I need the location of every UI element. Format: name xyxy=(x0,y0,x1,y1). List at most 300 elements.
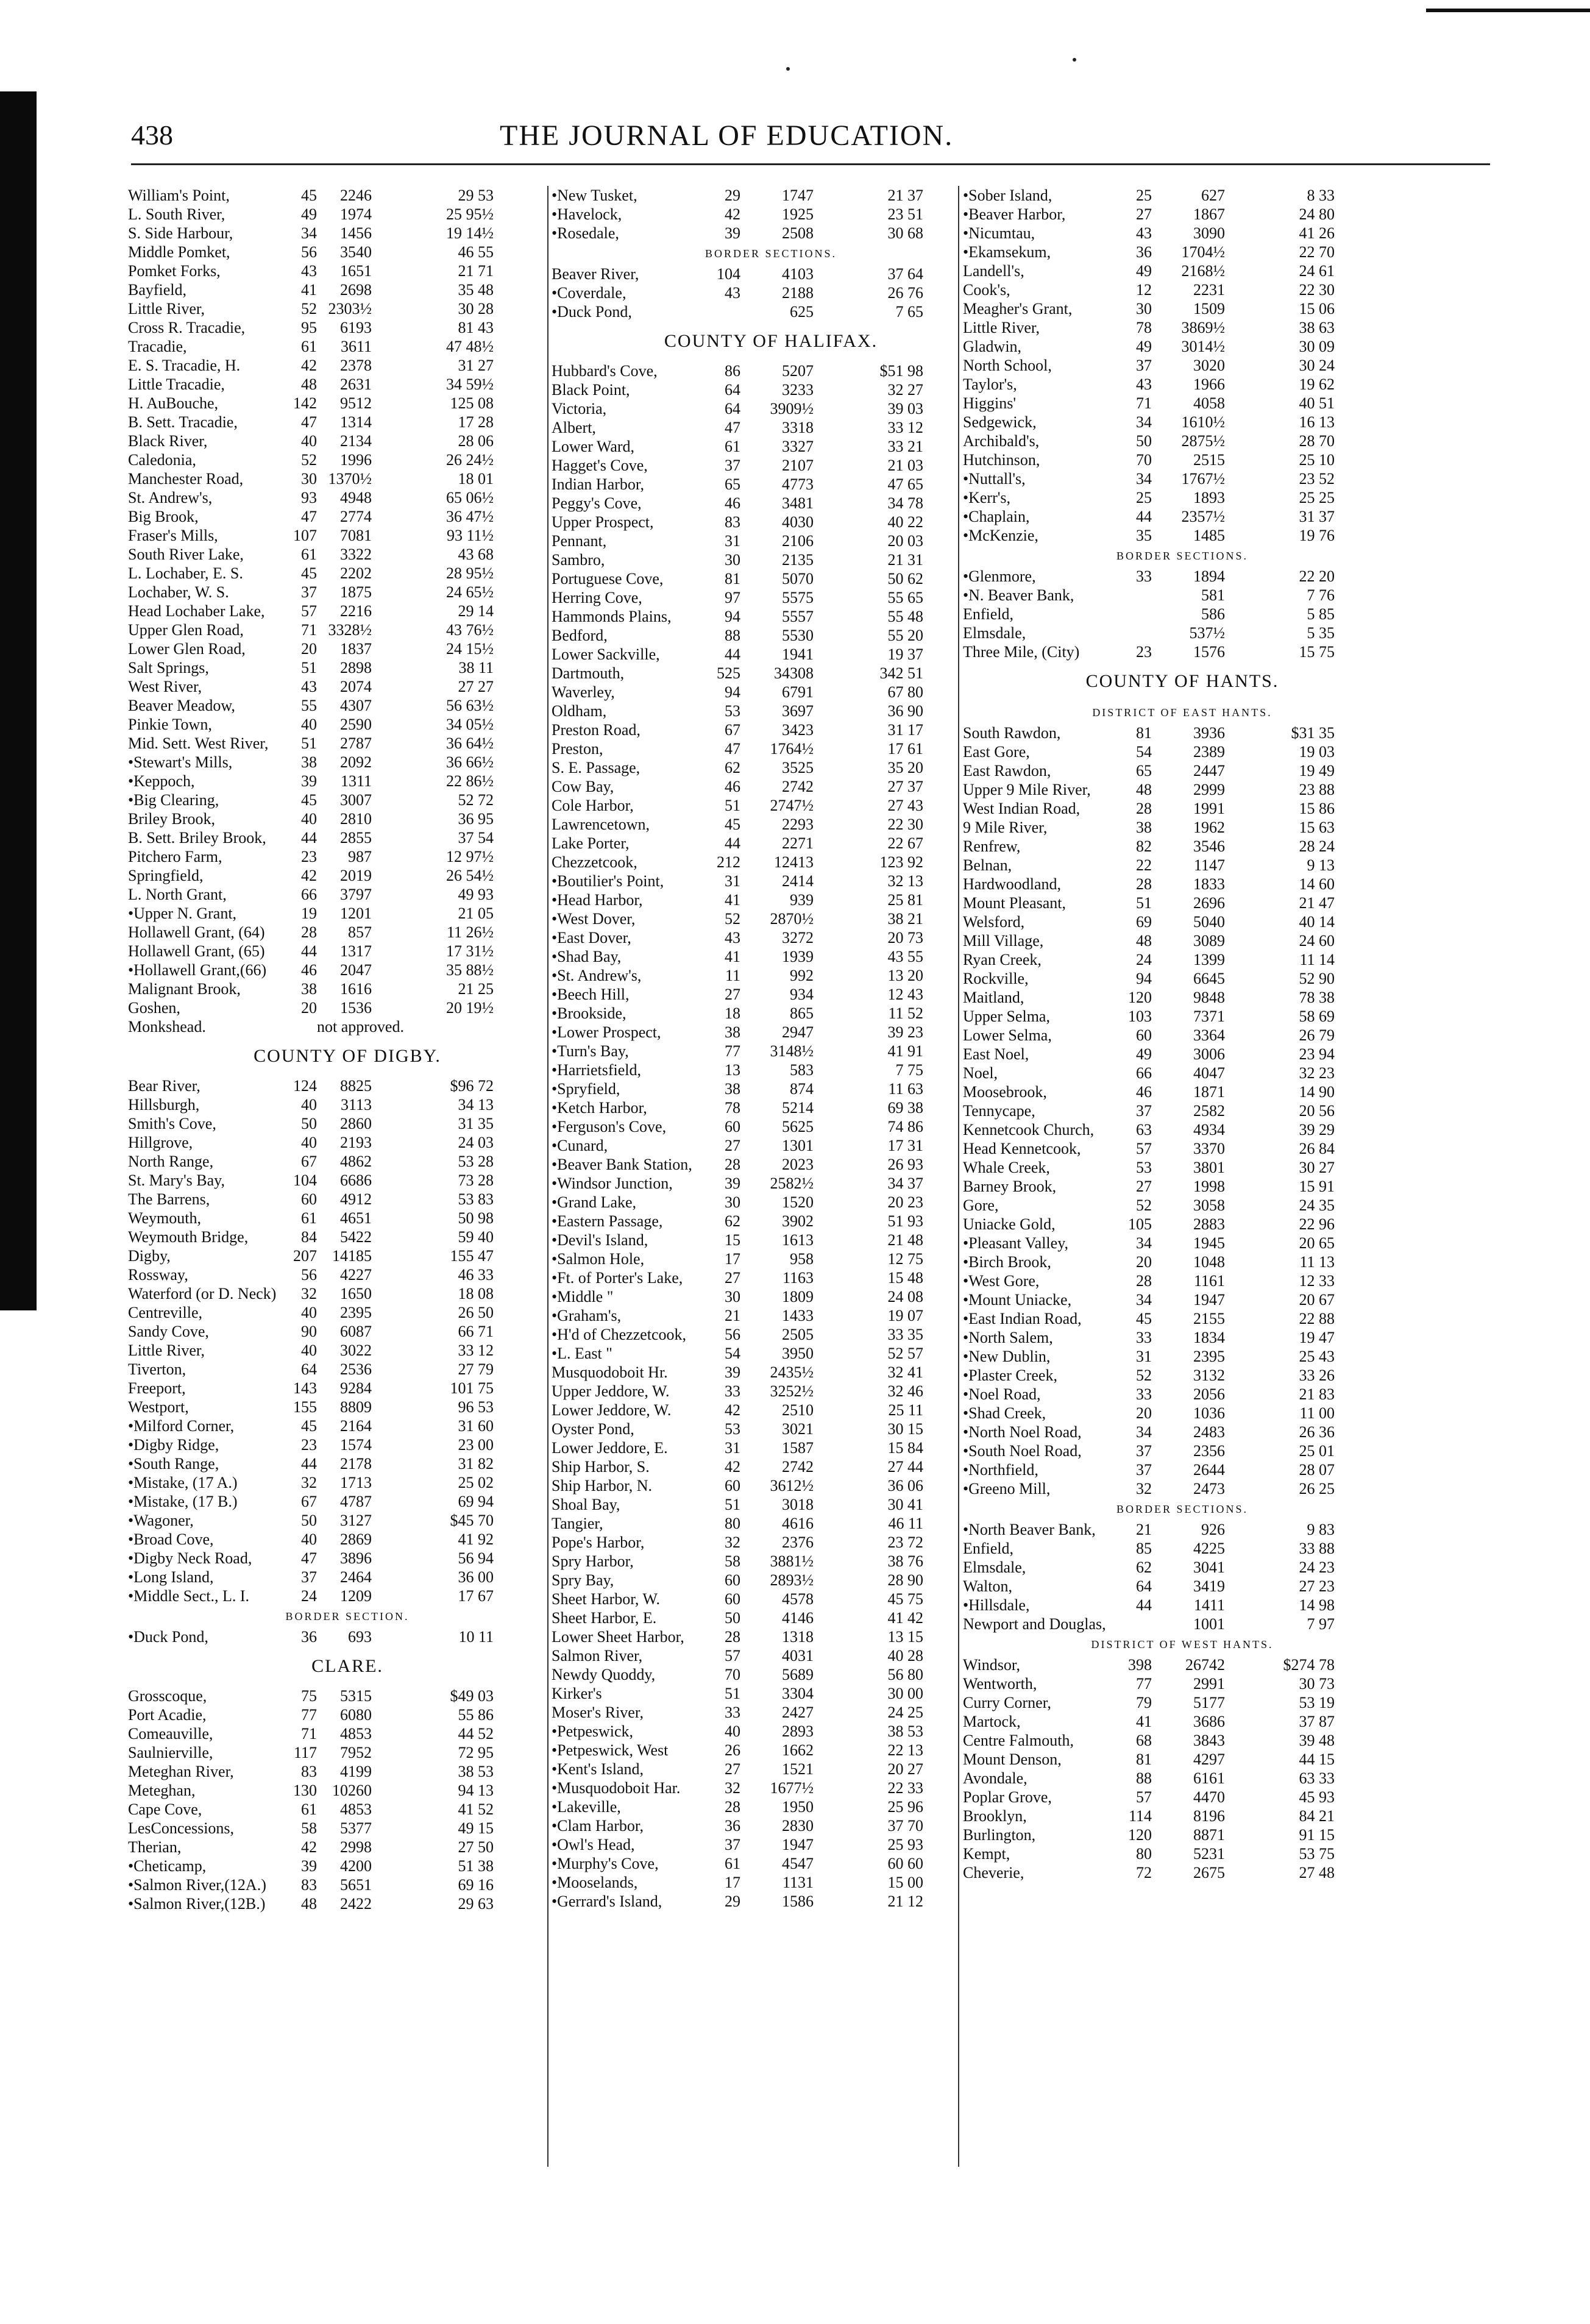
pupil-count: 29 xyxy=(725,1892,740,1910)
pupil-count: 84 xyxy=(301,1228,317,1246)
attendance-days: 2698 xyxy=(340,281,372,299)
section-name: Uniacke Gold, xyxy=(963,1215,1056,1233)
section-name: Hillsburgh, xyxy=(128,1096,200,1114)
grant-amount: 16 13 xyxy=(1299,413,1335,431)
attendance-days: 3797 xyxy=(340,886,372,903)
section-name: •Ekamsekum, xyxy=(963,243,1051,261)
pupil-count: 72 xyxy=(1136,1864,1152,1882)
grant-amount: 21 47 xyxy=(1299,894,1335,912)
pupil-count: 30 xyxy=(301,470,317,488)
pupil-count: 49 xyxy=(1136,338,1152,355)
attendance-days: 1945 xyxy=(1193,1234,1225,1252)
attendance-days: 2047 xyxy=(340,961,372,979)
sub-heading: BORDER SECTIONS. xyxy=(1116,1503,1249,1515)
grant-amount: 40 14 xyxy=(1299,913,1335,931)
table-row xyxy=(552,283,990,302)
table-row xyxy=(963,723,1402,742)
section-name: Sandy Cove, xyxy=(128,1323,209,1340)
section-name: Waterford (or D. Neck) xyxy=(128,1285,277,1302)
attendance-days: 2395 xyxy=(340,1304,372,1321)
table-row xyxy=(128,545,567,564)
section-name: Pomket Forks, xyxy=(128,262,221,280)
table-row xyxy=(552,1079,990,1098)
grant-amount: 30 28 xyxy=(458,300,494,318)
attendance-days: 2875½ xyxy=(1181,432,1225,450)
attendance-days: 2435½ xyxy=(770,1363,814,1381)
attendance-days: 3058 xyxy=(1193,1196,1225,1214)
table-row xyxy=(128,337,567,356)
grant-amount: 46 55 xyxy=(458,243,494,261)
table-row xyxy=(963,1539,1402,1558)
table-row xyxy=(552,928,990,947)
pupil-count: 33 xyxy=(1136,1385,1152,1403)
table-row xyxy=(963,1731,1402,1750)
attendance-days: 5177 xyxy=(1193,1694,1225,1711)
table-row xyxy=(128,847,567,866)
grant-amount: 11 00 xyxy=(1299,1404,1335,1422)
grant-amount: 56 94 xyxy=(458,1549,494,1567)
section-name: St. Andrew's, xyxy=(128,489,213,506)
attendance-days: 1485 xyxy=(1193,527,1225,544)
grant-amount: 28 90 xyxy=(887,1571,923,1589)
pupil-count: 52 xyxy=(725,910,740,928)
section-name: •Middle Sect., L. I. xyxy=(128,1587,250,1605)
table-row xyxy=(552,607,990,626)
section-name: Preston Road, xyxy=(552,721,641,739)
grant-amount: 18 08 xyxy=(458,1285,494,1302)
attendance-days: 7371 xyxy=(1193,1007,1225,1025)
attendance-days: 1809 xyxy=(782,1288,814,1306)
section-name: Newdy Quoddy, xyxy=(552,1666,656,1683)
grant-amount: 34 37 xyxy=(887,1174,923,1192)
grant-amount: 9 83 xyxy=(1307,1521,1335,1538)
section-name: •Gerrard's Island, xyxy=(552,1892,662,1910)
grant-amount: 7 97 xyxy=(1307,1615,1335,1633)
pupil-count: 69 xyxy=(1136,913,1152,931)
attendance-days: 1521 xyxy=(782,1760,814,1778)
pupil-count: 45 xyxy=(1136,1310,1152,1327)
pupil-count: 23 xyxy=(301,1436,317,1454)
table-row xyxy=(552,1344,990,1363)
attendance-days: 1650 xyxy=(340,1285,372,1302)
attendance-days: 4578 xyxy=(782,1590,814,1608)
pupil-count: 34 xyxy=(1136,1423,1152,1441)
table-row xyxy=(128,828,567,847)
section-name: Salmon River, xyxy=(552,1647,643,1665)
table-row xyxy=(963,837,1402,856)
grant-amount: 15 91 xyxy=(1299,1178,1335,1195)
table-row xyxy=(552,1835,990,1854)
attendance-days: 2582½ xyxy=(770,1174,814,1192)
attendance-days: 2893 xyxy=(782,1722,814,1740)
table-row xyxy=(963,742,1402,761)
grant-amount: 22 33 xyxy=(887,1779,923,1797)
section-name: Hardwoodland, xyxy=(963,875,1062,893)
section-name: Black Point, xyxy=(552,381,630,399)
attendance-days: 6087 xyxy=(340,1323,372,1340)
section-name: Hollawell Grant, (65) xyxy=(128,942,265,960)
table-row xyxy=(963,1253,1402,1271)
attendance-days: 5040 xyxy=(1193,913,1225,931)
table-row xyxy=(128,469,567,488)
table-row xyxy=(963,931,1402,950)
grant-amount: 26 24½ xyxy=(446,451,494,469)
section-name: Victoria, xyxy=(552,400,607,418)
attendance-days: 583 xyxy=(790,1061,814,1079)
section-name: Pinkie Town, xyxy=(128,716,212,733)
grant-amount: 14 98 xyxy=(1299,1596,1335,1614)
attendance-days: 3233 xyxy=(782,381,814,399)
table-row xyxy=(552,531,990,550)
attendance-days: 1036 xyxy=(1193,1404,1225,1422)
pupil-count: 61 xyxy=(301,1209,317,1227)
grant-amount: 5 35 xyxy=(1307,624,1335,642)
pupil-count: 44 xyxy=(725,645,740,663)
grant-amount: 27 79 xyxy=(458,1360,494,1378)
grant-amount: 21 25 xyxy=(458,980,494,998)
pupil-count: 46 xyxy=(301,961,317,979)
pupil-count: 66 xyxy=(1136,1064,1152,1082)
attendance-days: 8196 xyxy=(1193,1807,1225,1825)
attendance-days: 7952 xyxy=(340,1744,372,1761)
attendance-days: 2178 xyxy=(340,1455,372,1473)
attendance-days: 5557 xyxy=(782,608,814,625)
attendance-days: 2947 xyxy=(782,1023,814,1041)
attendance-days: 6686 xyxy=(340,1171,372,1189)
section-name: Bear River, xyxy=(128,1077,201,1095)
grant-amount: 36 06 xyxy=(887,1477,923,1494)
grant-amount: 32 27 xyxy=(887,381,923,399)
grant-amount: 34 59½ xyxy=(446,375,494,393)
section-name: Gore, xyxy=(963,1196,999,1214)
section-name: Landell's, xyxy=(963,262,1024,280)
grant-amount: 11 63 xyxy=(888,1080,923,1098)
grant-amount: 24 03 xyxy=(458,1134,494,1151)
grant-amount: 20 65 xyxy=(1299,1234,1335,1252)
pupil-count: 37 xyxy=(1136,1102,1152,1120)
attendance-days: 1317 xyxy=(340,942,372,960)
grant-amount: 53 19 xyxy=(1299,1694,1335,1711)
grant-amount: 24 35 xyxy=(1299,1196,1335,1214)
pupil-count: 114 xyxy=(1128,1807,1152,1825)
section-name: Cape Cove, xyxy=(128,1800,202,1818)
grant-amount: 125 08 xyxy=(450,394,494,412)
grant-amount: 22 86½ xyxy=(446,772,494,790)
pupil-count: 32 xyxy=(301,1474,317,1491)
grant-amount: 20 56 xyxy=(1299,1102,1335,1120)
grant-amount: 67 80 xyxy=(887,683,923,701)
grant-amount: 19 49 xyxy=(1299,762,1335,780)
table-row xyxy=(963,1423,1402,1441)
section-name: •Birch Brook, xyxy=(963,1253,1051,1271)
attendance-days: 1161 xyxy=(1193,1272,1225,1290)
pupil-count: 60 xyxy=(725,1571,740,1589)
attendance-days: 1894 xyxy=(1193,567,1225,585)
attendance-days: 2188 xyxy=(782,284,814,302)
attendance-days: 1966 xyxy=(1193,375,1225,393)
attendance-days: 4948 xyxy=(340,489,372,506)
grant-amount: 33 35 xyxy=(887,1326,923,1343)
grant-amount: 19 76 xyxy=(1299,527,1335,544)
section-name: Tangier, xyxy=(552,1515,603,1532)
section-name: •South Range, xyxy=(128,1455,219,1473)
attendance-days: 3318 xyxy=(782,419,814,436)
table-row xyxy=(552,909,990,928)
attendance-days: 2998 xyxy=(340,1838,372,1856)
attendance-days: 1456 xyxy=(340,224,372,242)
grant-amount: 30 41 xyxy=(887,1496,923,1513)
pupil-count: 53 xyxy=(725,1420,740,1438)
section-name: Gladwin, xyxy=(963,338,1022,355)
section-name: Meteghan River, xyxy=(128,1763,234,1780)
table-row xyxy=(128,1095,567,1114)
table-row xyxy=(963,567,1402,586)
table-row xyxy=(552,1703,990,1722)
grant-amount: 38 11 xyxy=(458,659,494,677)
table-row xyxy=(552,834,990,853)
grant-amount: 43 55 xyxy=(887,948,923,965)
section-name: L. South River, xyxy=(128,205,225,223)
attendance-days: 2303½ xyxy=(328,300,372,318)
table-row xyxy=(963,1441,1402,1460)
section-name: Mill Village, xyxy=(963,932,1044,950)
attendance-days: 1925 xyxy=(782,205,814,223)
grant-amount: 14 90 xyxy=(1299,1083,1335,1101)
section-name: Briley Brook, xyxy=(128,810,215,828)
table-row xyxy=(963,856,1402,875)
section-name: Upper Glen Road, xyxy=(128,621,244,639)
pupil-count: 56 xyxy=(725,1326,740,1343)
attendance-days: 934 xyxy=(790,986,814,1003)
table-row xyxy=(552,1495,990,1514)
table-row xyxy=(552,1438,990,1457)
grant-amount: 32 23 xyxy=(1299,1064,1335,1082)
section-name: L. Lochaber, E. S. xyxy=(128,564,243,582)
attendance-days: 8825 xyxy=(340,1077,372,1095)
grant-amount: 26 25 xyxy=(1299,1480,1335,1498)
section-name: Lochaber, W. S. xyxy=(128,583,229,601)
section-name: Weymouth, xyxy=(128,1209,201,1227)
attendance-days: 3686 xyxy=(1193,1713,1225,1730)
section-name: Albert, xyxy=(552,419,596,436)
table-row xyxy=(128,1341,567,1360)
section-name: •Boutilier's Point, xyxy=(552,872,664,890)
grant-amount: 55 48 xyxy=(887,608,923,625)
pupil-count: 20 xyxy=(301,999,317,1017)
pupil-count: 55 xyxy=(301,697,317,714)
table-row xyxy=(552,1627,990,1646)
section-name: Wentworth, xyxy=(963,1675,1037,1693)
grant-amount: 12 33 xyxy=(1299,1272,1335,1290)
pupil-count: 41 xyxy=(301,281,317,299)
binding-edge xyxy=(0,91,37,1310)
attendance-days: 625 xyxy=(790,303,814,321)
section-name: •Head Harbor, xyxy=(552,891,643,909)
attendance-days: 1767½ xyxy=(1181,470,1225,488)
table-row xyxy=(963,1007,1402,1026)
table-row xyxy=(128,564,567,583)
section-name: Walton, xyxy=(963,1577,1012,1595)
pupil-count: 27 xyxy=(1136,1178,1152,1195)
grant-amount: 22 70 xyxy=(1299,243,1335,261)
attendance-days: 958 xyxy=(790,1250,814,1268)
pupil-count: 42 xyxy=(725,1458,740,1476)
section-name: Sambro, xyxy=(552,551,605,569)
table-row xyxy=(128,1190,567,1209)
pupil-count: 81 xyxy=(1136,724,1152,742)
grant-amount: 27 23 xyxy=(1299,1577,1335,1595)
pupil-count: 62 xyxy=(725,759,740,776)
attendance-days: 1713 xyxy=(340,1474,372,1491)
section-name: Beaver Meadow, xyxy=(128,697,235,714)
table-row xyxy=(128,677,567,696)
attendance-days: 4146 xyxy=(782,1609,814,1627)
section-name: Welsford, xyxy=(963,913,1025,931)
grant-amount: 25 43 xyxy=(1299,1348,1335,1365)
section-name: Mount Denson, xyxy=(963,1750,1062,1768)
pupil-count: 37 xyxy=(1136,357,1152,374)
attendance-days: 2389 xyxy=(1193,743,1225,761)
attendance-days: 987 xyxy=(348,848,372,865)
grant-amount: 46 33 xyxy=(458,1266,494,1284)
section-name: Dartmouth, xyxy=(552,664,625,682)
attendance-days: 5214 xyxy=(782,1099,814,1117)
grant-amount: 12 97½ xyxy=(446,848,494,865)
table-row xyxy=(963,586,1402,605)
table-row xyxy=(128,1076,567,1095)
attendance-days: 1209 xyxy=(340,1587,372,1605)
pupil-count: 56 xyxy=(301,1266,317,1284)
pupil-count: 88 xyxy=(1136,1769,1152,1787)
table-row xyxy=(128,205,567,224)
section-name: West River, xyxy=(128,678,202,695)
table-row xyxy=(552,1552,990,1571)
grant-amount: 59 40 xyxy=(458,1228,494,1246)
attendance-days: 5530 xyxy=(782,627,814,644)
grant-amount: 24 60 xyxy=(1299,932,1335,950)
grant-amount: 41 52 xyxy=(458,1800,494,1818)
attendance-days: 4058 xyxy=(1193,394,1225,412)
section-name: Cheverie, xyxy=(963,1864,1024,1882)
attendance-days: 3611 xyxy=(340,338,372,355)
attendance-days: 2395 xyxy=(1193,1348,1225,1365)
table-row xyxy=(963,1347,1402,1366)
grant-amount: 26 36 xyxy=(1299,1423,1335,1441)
section-name: Little Tracadie, xyxy=(128,375,225,393)
attendance-days: 1131 xyxy=(782,1874,814,1891)
attendance-days: 2357½ xyxy=(1181,508,1225,525)
table-row xyxy=(963,1139,1402,1158)
grant-amount: 27 27 xyxy=(458,678,494,695)
table-row xyxy=(552,437,990,456)
section-name: •Graham's, xyxy=(552,1307,622,1324)
pupil-count: 51 xyxy=(1136,894,1152,912)
pupil-count: 53 xyxy=(1136,1159,1152,1176)
section-name: •Digby Ridge, xyxy=(128,1436,219,1454)
grant-amount: 43 76½ xyxy=(446,621,494,639)
section-name: Kirker's xyxy=(552,1685,602,1702)
pupil-count: 33 xyxy=(725,1382,740,1400)
pupil-count: 39 xyxy=(725,1174,740,1192)
table-row xyxy=(128,1360,567,1379)
pupil-count: 212 xyxy=(717,853,740,871)
pupil-count: 28 xyxy=(1136,875,1152,893)
table-row xyxy=(963,261,1402,280)
section-name: S. E. Passage, xyxy=(552,759,641,776)
pupil-count: 40 xyxy=(301,810,317,828)
section-name: Chezzetcook, xyxy=(552,853,637,871)
attendance-days: 4470 xyxy=(1193,1788,1225,1806)
grant-amount: 49 15 xyxy=(458,1819,494,1837)
grant-amount: 44 52 xyxy=(458,1725,494,1743)
attendance-days: 2508 xyxy=(782,224,814,242)
section-name: •Upper N. Grant, xyxy=(128,904,237,922)
grant-amount: 47 65 xyxy=(887,475,923,493)
grant-amount: 7 75 xyxy=(895,1061,923,1079)
table-row xyxy=(552,796,990,815)
grant-amount: 36 00 xyxy=(458,1568,494,1586)
table-row xyxy=(552,1514,990,1533)
grant-amount: 26 76 xyxy=(887,284,923,302)
table-row xyxy=(963,507,1402,526)
grant-amount: 19 62 xyxy=(1299,375,1335,393)
section-name: •Brookside, xyxy=(552,1004,626,1022)
attendance-days: 2464 xyxy=(340,1568,372,1586)
attendance-days: 3612½ xyxy=(770,1477,814,1494)
grant-amount: 28 07 xyxy=(1299,1461,1335,1479)
pupil-count: 70 xyxy=(725,1666,740,1683)
attendance-days: 2356 xyxy=(1193,1442,1225,1460)
grant-amount: 27 48 xyxy=(1299,1864,1335,1882)
attendance-days: 3936 xyxy=(1193,724,1225,742)
grant-amount: 29 63 xyxy=(458,1895,494,1913)
attendance-days: 3272 xyxy=(782,929,814,947)
section-name: Moser's River, xyxy=(552,1704,644,1721)
section-name: •Murphy's Cove, xyxy=(552,1855,659,1872)
section-name: •Beaver Harbor, xyxy=(963,205,1066,223)
section-name: Whale Creek, xyxy=(963,1159,1050,1176)
grant-amount: 96 53 xyxy=(458,1398,494,1416)
pupil-count: 65 xyxy=(725,475,740,493)
grant-amount: 17 61 xyxy=(887,740,923,758)
grant-amount: 11 13 xyxy=(1299,1253,1335,1271)
table-row xyxy=(128,394,567,413)
attendance-days: 857 xyxy=(348,923,372,941)
sub-heading: BORDER SECTION. xyxy=(285,1610,410,1622)
grant-amount: 22 13 xyxy=(887,1741,923,1759)
section-name: •Hillsdale, xyxy=(963,1596,1030,1614)
pupil-count: 67 xyxy=(725,721,740,739)
table-row xyxy=(552,1533,990,1552)
section-name: Head Kennetcook, xyxy=(963,1140,1081,1157)
attendance-days: 581 xyxy=(1201,586,1225,604)
pupil-count: 49 xyxy=(301,205,317,223)
grant-amount: 41 26 xyxy=(1299,224,1335,242)
table-row xyxy=(128,1511,567,1530)
table-row xyxy=(552,418,990,437)
table-row xyxy=(552,186,990,205)
attendance-days: 3022 xyxy=(340,1341,372,1359)
table-row xyxy=(552,739,990,758)
section-name: B. Sett. Briley Brook, xyxy=(128,829,266,847)
grant-amount: 38 21 xyxy=(887,910,923,928)
section-name: St. Mary's Bay, xyxy=(128,1171,225,1189)
pupil-count: 78 xyxy=(725,1099,740,1117)
table-row xyxy=(963,969,1402,988)
pupil-count: 60 xyxy=(301,1190,317,1208)
section-name: Bayfield, xyxy=(128,281,187,299)
table-row xyxy=(128,791,567,809)
